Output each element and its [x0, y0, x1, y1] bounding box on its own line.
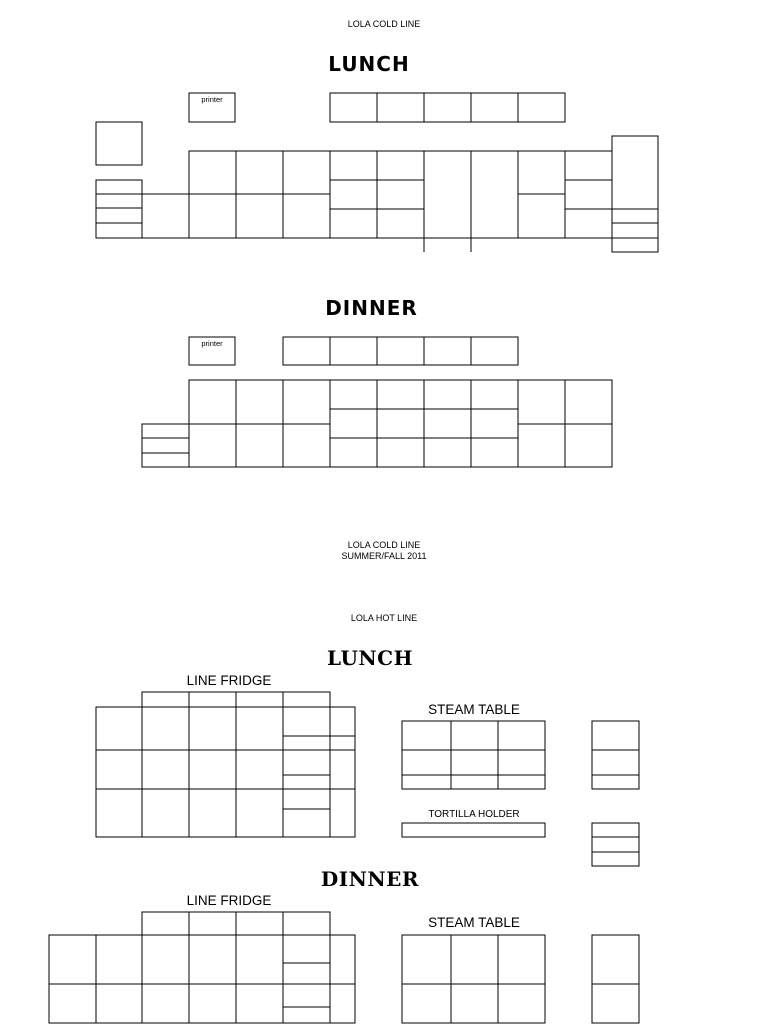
- cold-lunch-top-bins: [330, 93, 565, 122]
- cold-lunch-printer-box: [189, 93, 235, 122]
- hot-lunch-layout: [96, 692, 639, 866]
- cold-dinner-printer-box: [189, 337, 235, 365]
- hot-lunch-steam-table: [402, 721, 545, 789]
- hot-dinner-line-fridge-label: LINE FRIDGE: [186, 893, 272, 908]
- hot-dinner-side-unit: [592, 935, 639, 1023]
- cold-lunch-side-box: [96, 122, 142, 165]
- hot-dinner-heading: DINNER: [320, 867, 420, 891]
- hot-lunch-side-unit: [592, 721, 639, 789]
- cold-line-footer-title: LOLA COLD LINE: [347, 540, 421, 550]
- cold-lunch-printer-label: printer: [201, 95, 223, 104]
- cold-lunch-heading: LUNCH: [328, 52, 410, 76]
- cold-dinner-top-bins: [283, 337, 518, 365]
- cold-lunch-left-stack: [96, 180, 142, 238]
- hot-lunch-tortilla-holder: [402, 823, 545, 837]
- cold-line-footer-season: SUMMER/FALL 2011: [341, 551, 427, 561]
- hot-dinner-line-fridge: [49, 935, 355, 1023]
- cold-lunch-layout: [96, 93, 658, 252]
- hot-dinner-steam-table-label: STEAM TABLE: [428, 915, 520, 930]
- hot-lunch-tortilla-holder-label: TORTILLA HOLDER: [428, 809, 520, 820]
- hot-lunch-steam-table-label: STEAM TABLE: [428, 702, 520, 716]
- cold-dinner-printer-label: printer: [201, 339, 223, 348]
- hot-dinner-steam-table: [402, 935, 545, 1023]
- cold-dinner-heading: DINNER: [325, 296, 418, 320]
- cold-lunch-right-tower: [612, 136, 658, 252]
- hot-lunch-line-fridge: [96, 707, 355, 837]
- hot-lunch-heading: LUNCH: [326, 646, 413, 670]
- hot-lunch-line-fridge-label: LINE FRIDGE: [186, 673, 272, 688]
- cold-dinner-left-stack: [142, 424, 189, 467]
- hot-dinner-layout: [49, 912, 639, 1023]
- cold-line-title: LOLA COLD LINE: [347, 19, 421, 29]
- hot-line-title: LOLA HOT LINE: [350, 613, 418, 623]
- cold-dinner-layout: [142, 337, 612, 467]
- hot-lunch-side-stack: [592, 823, 639, 866]
